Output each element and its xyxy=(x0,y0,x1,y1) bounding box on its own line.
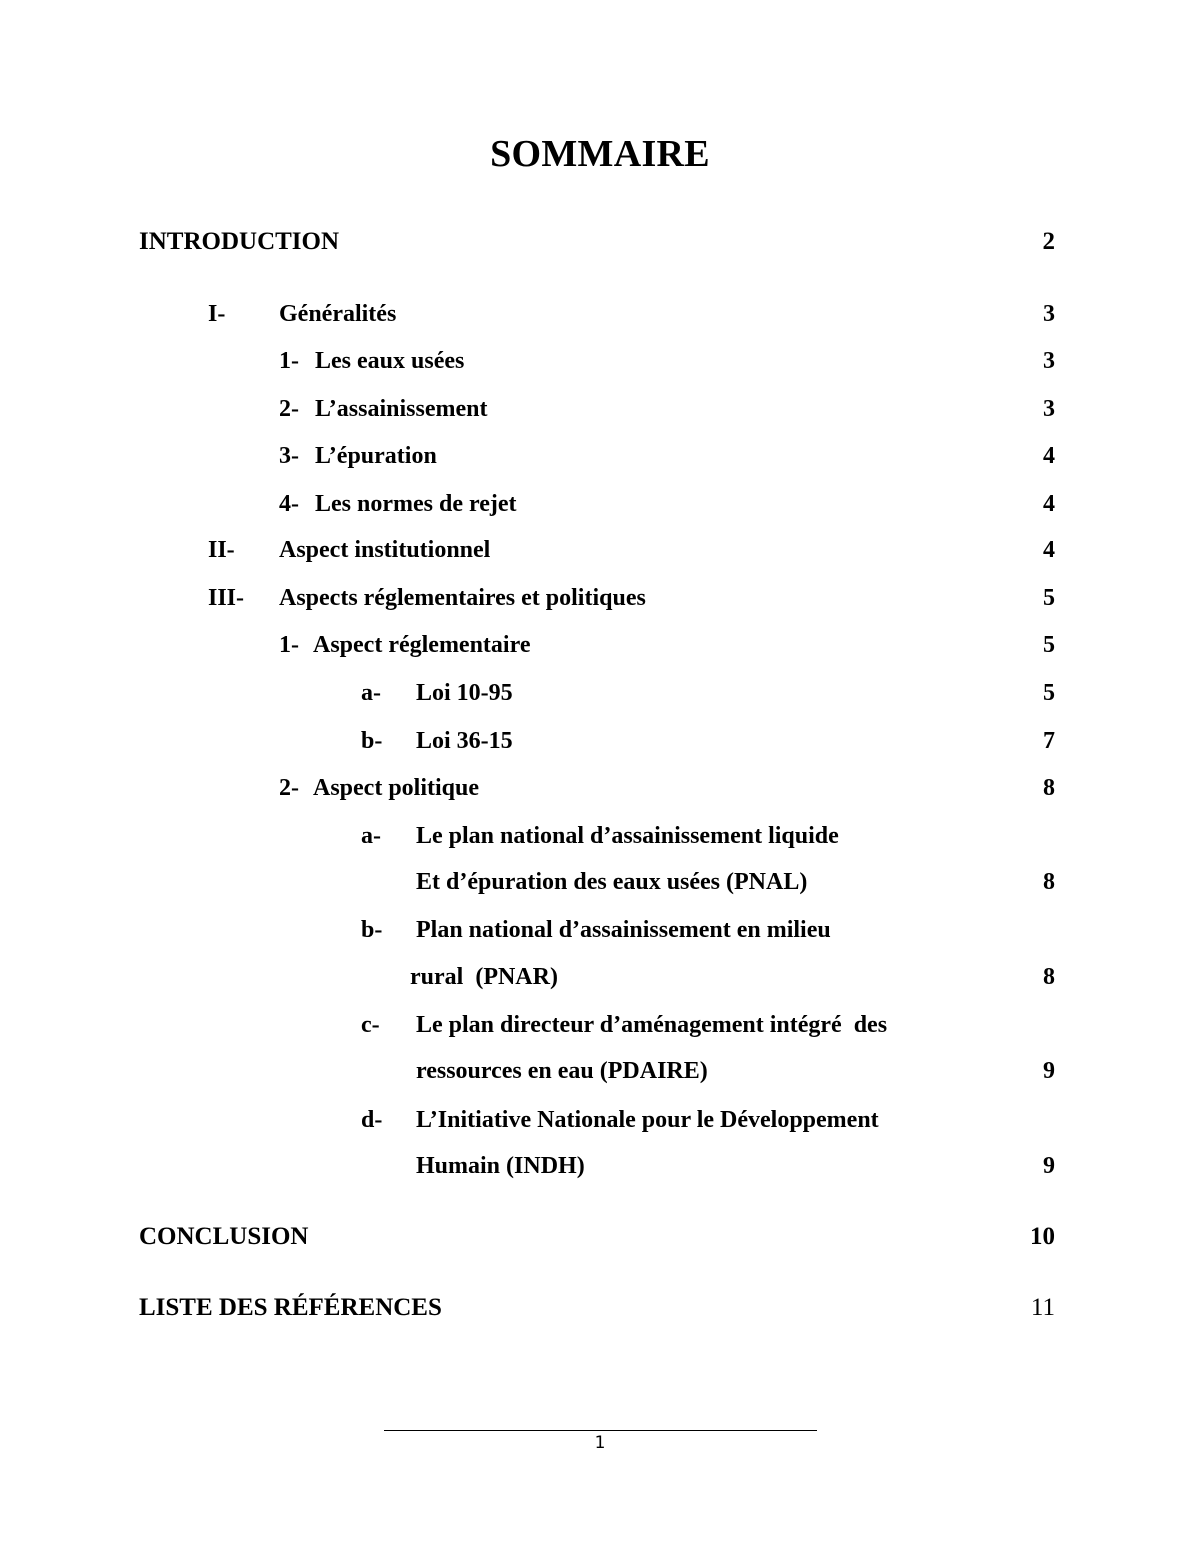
toc-entry-text: INTRODUCTION xyxy=(139,228,340,255)
toc-entry-page: 7 xyxy=(1043,728,1055,754)
toc-entry-text: Loi 10-95 xyxy=(416,680,513,706)
toc-entry-page: 3 xyxy=(1043,396,1055,422)
toc-entry-number: 2- xyxy=(279,396,299,422)
toc-entry-page: 5 xyxy=(1043,632,1055,658)
toc-entry-text: LISTE DES RÉFÉRENCES xyxy=(139,1294,442,1321)
toc-entry-number: 3- xyxy=(279,443,299,469)
toc-entry-pnal-continued[interactable] xyxy=(0,862,1200,902)
toc-entry-page: 8 xyxy=(1043,775,1055,801)
toc-entry-text: Aspect politique xyxy=(313,775,480,801)
toc-entry-number: b- xyxy=(361,728,383,754)
toc-entry-aspect-politique[interactable] xyxy=(0,768,1200,808)
toc-entry-indh[interactable] xyxy=(0,1100,1200,1140)
toc-entry-page: 4 xyxy=(1043,491,1055,517)
toc-entry-page: 3 xyxy=(1043,301,1055,327)
toc-entry-page: 5 xyxy=(1043,585,1055,611)
toc-entry-page: 11 xyxy=(1030,1294,1055,1321)
toc-entry-eaux-usees[interactable] xyxy=(0,341,1200,381)
toc-entry-number: 4- xyxy=(279,491,299,517)
toc-entry-text: CONCLUSION xyxy=(139,1223,309,1250)
toc-entry-text: Les eaux usées xyxy=(315,348,465,374)
toc-entry-liste-references[interactable] xyxy=(0,1288,1200,1328)
toc-entry-number: a- xyxy=(361,823,381,849)
toc-entry-normes-rejet[interactable] xyxy=(0,484,1200,524)
toc-entry-indh-continued[interactable] xyxy=(0,1146,1200,1186)
toc-entry-aspects-reglementaires-politiques[interactable] xyxy=(0,578,1200,618)
toc-entry-text: Plan national d’assainissement en milieu xyxy=(416,917,831,943)
toc-entry-text: rural (PNAR) xyxy=(410,964,558,990)
toc-entry-page: 8 xyxy=(1043,869,1055,895)
toc-entry-number: c- xyxy=(361,1012,380,1038)
toc-entry-number: II- xyxy=(208,537,235,563)
toc-entry-text: Aspects réglementaires et politiques xyxy=(279,585,646,611)
toc-entry-page: 9 xyxy=(1043,1058,1055,1084)
toc-entry-number: d- xyxy=(361,1107,383,1133)
toc-entry-text: ressources en eau (PDAIRE) xyxy=(416,1058,708,1084)
toc-entry-aspect-reglementaire[interactable] xyxy=(0,625,1200,665)
toc-entry-text: Aspect réglementaire xyxy=(313,632,531,658)
toc-entry-text: Loi 36-15 xyxy=(416,728,513,754)
toc-entry-assainissement[interactable] xyxy=(0,389,1200,429)
toc-entry-number: 1- xyxy=(279,632,299,658)
toc-entry-text: L’Initiative Nationale pour le Développement xyxy=(416,1107,879,1133)
toc-entry-text: L’épuration xyxy=(315,443,437,469)
page-number: 1 xyxy=(594,1433,606,1453)
toc-entry-text: Généralités xyxy=(279,301,397,327)
toc-entry-text: Et d’épuration des eaux usées (PNAL) xyxy=(416,869,808,895)
toc-entry-loi-10-95[interactable] xyxy=(0,673,1200,713)
toc-entry-page: 9 xyxy=(1043,1153,1055,1179)
toc-entry-number: 2- xyxy=(279,775,299,801)
toc-entry-number: 1- xyxy=(279,348,299,374)
toc-entry-page: 4 xyxy=(1043,443,1055,469)
toc-entry-introduction[interactable] xyxy=(0,222,1200,262)
footer-divider xyxy=(384,1430,817,1431)
toc-entry-page: 4 xyxy=(1043,537,1055,563)
toc-entry-conclusion[interactable] xyxy=(0,1217,1200,1257)
toc-entry-generalites[interactable] xyxy=(0,294,1200,334)
toc-entry-epuration[interactable] xyxy=(0,436,1200,476)
toc-entry-loi-36-15[interactable] xyxy=(0,721,1200,761)
toc-entry-text: Humain (INDH) xyxy=(416,1153,585,1179)
toc-entry-aspect-institutionnel[interactable] xyxy=(0,530,1200,570)
page-title: SOMMAIRE xyxy=(490,133,710,175)
toc-entry-pdaire-continued[interactable] xyxy=(0,1051,1200,1091)
toc-entry-pnar-continued[interactable] xyxy=(0,957,1200,997)
toc-entry-text: Le plan directeur d’aménagement intégré des xyxy=(416,1012,888,1038)
toc-entry-page: 5 xyxy=(1043,680,1055,706)
toc-entry-pnar[interactable] xyxy=(0,910,1200,950)
toc-entry-text: L’assainissement xyxy=(315,396,488,422)
toc-entry-page: 3 xyxy=(1043,348,1055,374)
toc-entry-number: a- xyxy=(361,680,381,706)
toc-entry-text: Le plan national d’assainissement liquide xyxy=(416,823,839,849)
toc-entry-text: Les normes de rejet xyxy=(315,491,517,517)
toc-entry-number: b- xyxy=(361,917,383,943)
toc-entry-pdaire[interactable] xyxy=(0,1005,1200,1045)
toc-entry-page: 8 xyxy=(1043,964,1055,990)
toc-entry-page: 10 xyxy=(1030,1223,1055,1250)
toc-entry-page: 2 xyxy=(1042,228,1055,255)
toc-entry-pnal[interactable] xyxy=(0,816,1200,856)
toc-entry-text: Aspect institutionnel xyxy=(279,537,491,563)
toc-entry-number: I- xyxy=(208,301,226,327)
toc-entry-number: III- xyxy=(208,585,245,611)
